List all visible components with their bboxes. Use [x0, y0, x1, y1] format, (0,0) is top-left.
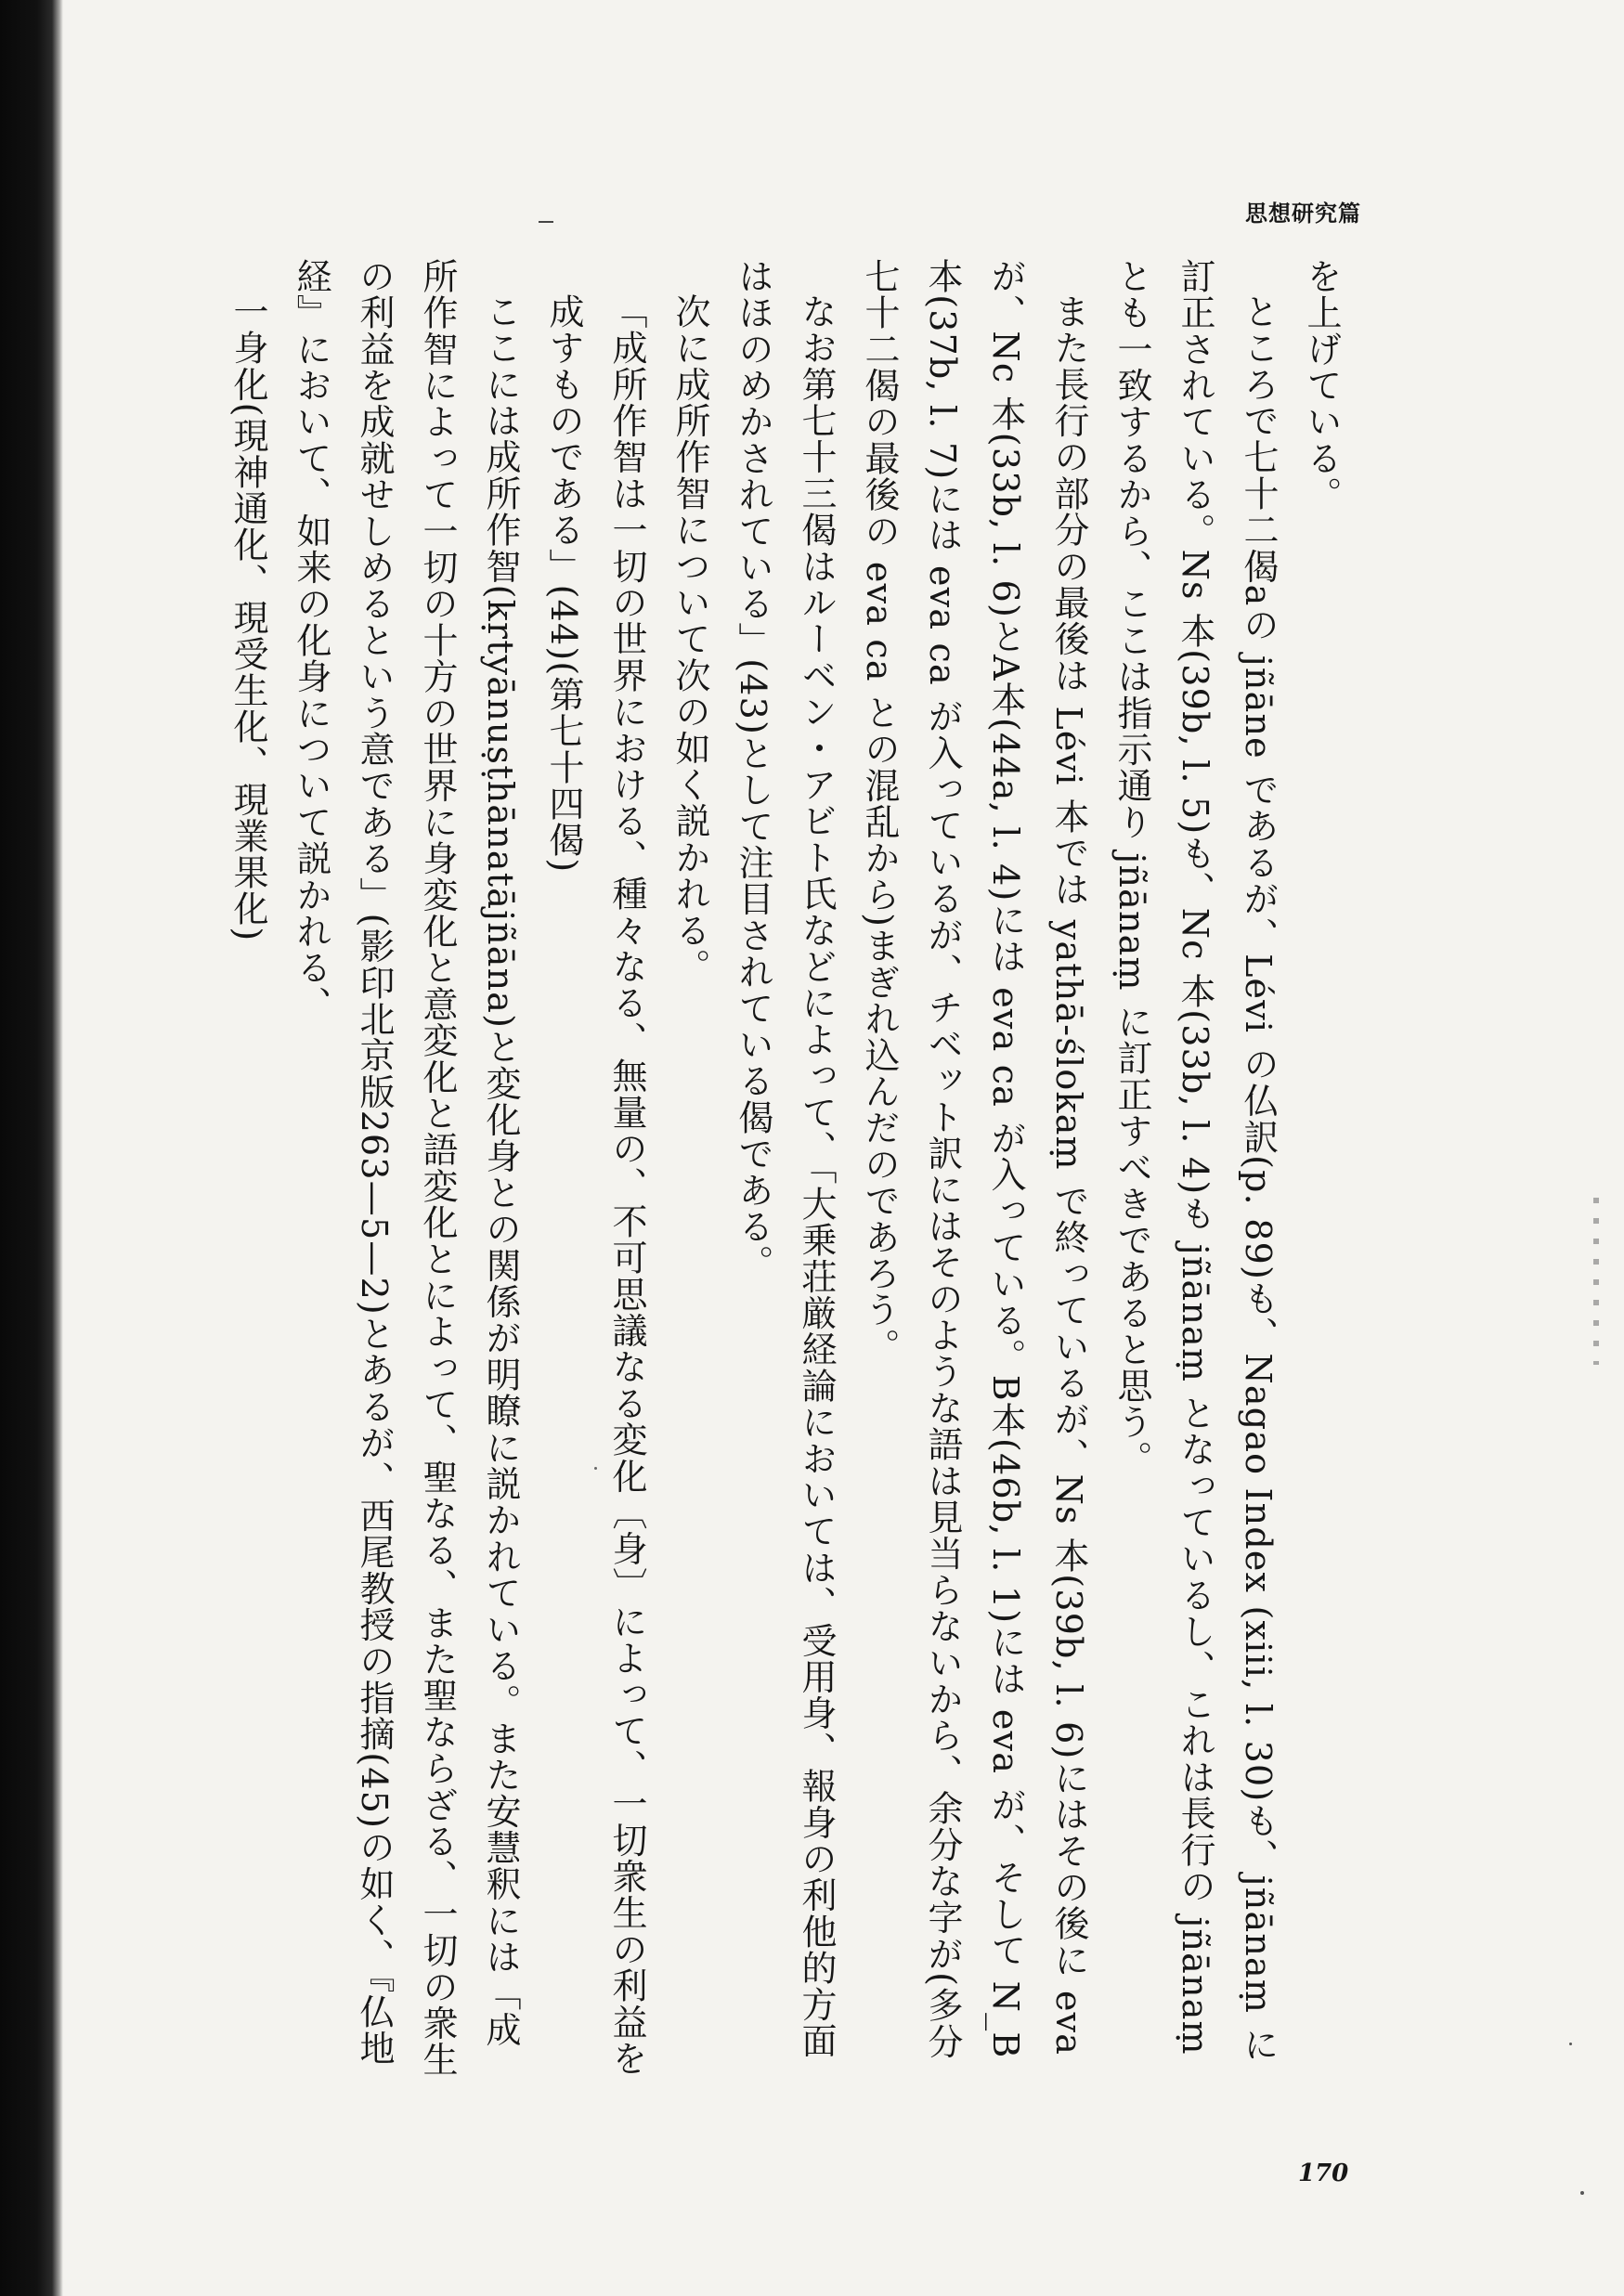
paragraph: なお第七十三偈はルーベン・アビト氏などによって、「大乗荘厳経論においては、受用身、報身の利他的方面はほのめかされている」(43)として注目されている偈である。 — [733, 258, 837, 2059]
scan-edge-shadow — [0, 0, 63, 2296]
paragraph: 次に成所作智について次の如く説かれる。 — [669, 293, 710, 985]
running-head: 思想研究篇 — [1245, 201, 1361, 227]
paragraph: また長行の部分の最後は Lévi 本では yathā-ślokaṃ で終っているが、Ns 本(39b, l. 6)にはその後に eva が、Nc 本(33b, l. 6)とA本(44a, l. 4)には eva ca が入っている。B本(46b, l. 1)には eva が、そして N_B 本(37b, l. 7)には eva ca が入っているが、チベット訳にはそのような語は見当らないから、余分な字が(多分七十二偈の最後の eva ca との混乱から)まぎれ込んだのであろう。 — [859, 258, 1089, 2060]
page-number: 170 — [1298, 2160, 1349, 2187]
scan-artifact — [539, 221, 553, 223]
scan-artifact — [1593, 1198, 1599, 1365]
paragraph: ところで七十二偈aの jñāne であるが、Lévi の仏訳(p. 89)も、Nagao Index (xiii, l. 30)も、jñānaṃ に訂正されている。Ns 本(39b, l. 5)も、Nc 本(33b, l. 4)も jñānaṃ となっているし、これは長行の jñānaṃ とも一致するから、ここは指示通り jñānaṃ に訂正すべきであると思う。 — [1111, 258, 1279, 2063]
scan-artifact — [1569, 2043, 1572, 2045]
paragraph: 一身化(現神通化、現受生化、現業果化) — [227, 293, 268, 942]
vertical-text-body — [227, 258, 1353, 2078]
paragraph: を上げている。 — [1301, 258, 1342, 513]
scan-artifact — [1580, 2191, 1584, 2195]
paragraph: ここには成所作智(kṛtyānuṣṭhānatājñāna)と変化身との関係が明瞭に説かれている。また安慧釈には「成所作智によって一切の十方の世界に身変化と意変化と語変化とによって、聖なる、また聖ならざる、一切の衆生の利益を成就せしめるという意である」(影印北京版263—5—2)とあるが、西尾教授の指摘(45)の如く、『仏地経』において、如来の化身について説かれる、 — [291, 258, 521, 2078]
block-quote: 「成所作智は一切の世界における、種々なる、無量の、不可思議なる変化〔身〕によって、一切衆生の利益を成すものである」(44)(第七十四偈) — [543, 293, 647, 2077]
